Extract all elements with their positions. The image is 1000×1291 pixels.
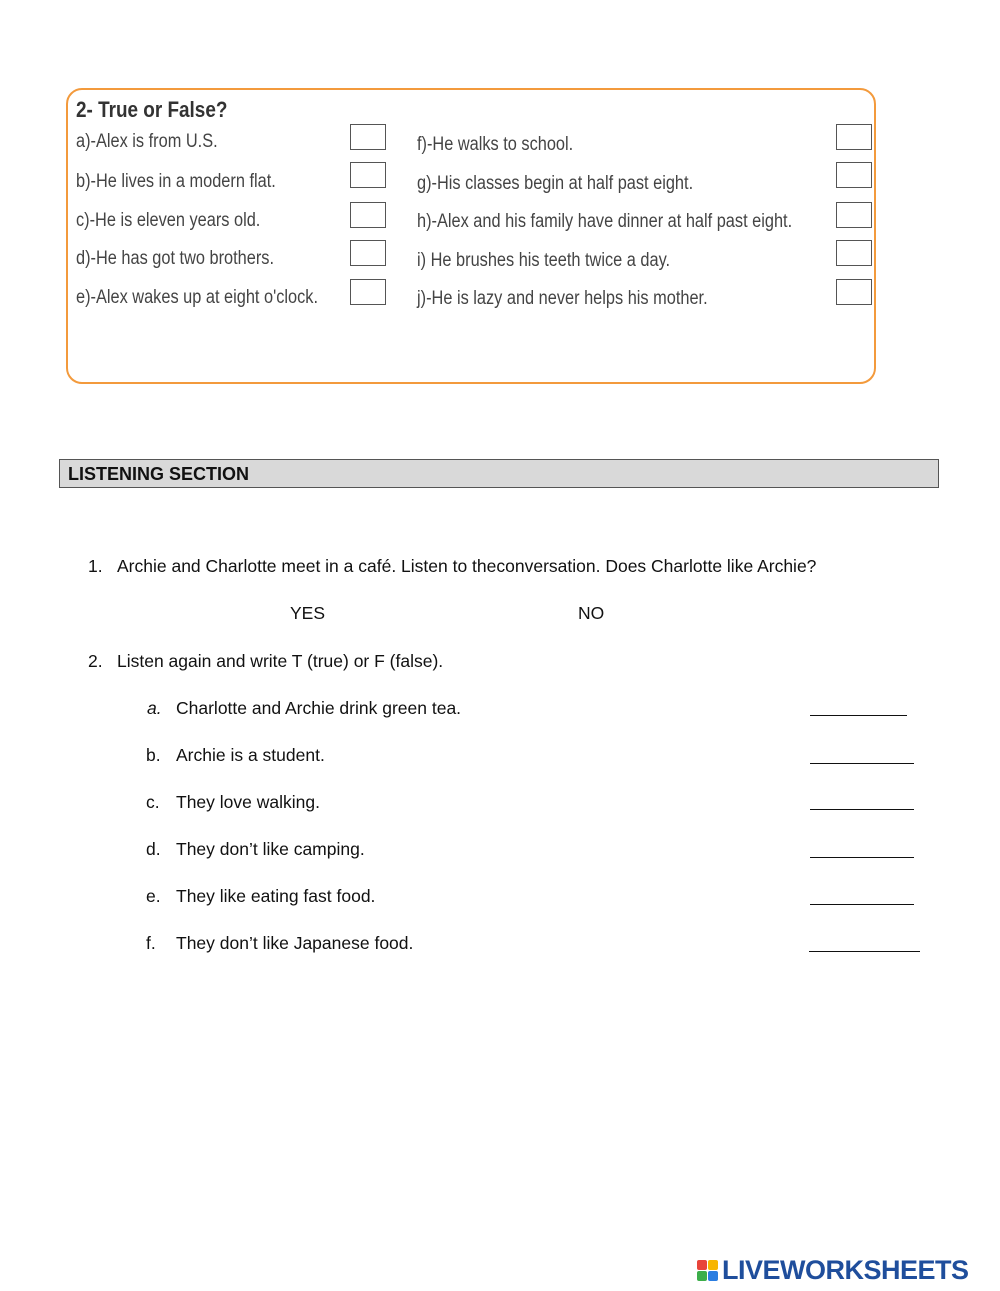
q2-item-letter: b.	[146, 745, 161, 765]
q2-text: Listen again and write T (true) or F (false).	[117, 651, 444, 671]
logo-square-red	[697, 1260, 707, 1270]
checkbox-d[interactable]	[350, 240, 386, 266]
tf-item-i: i) He brushes his teeth twice a day.	[417, 250, 671, 271]
listening-section-header	[59, 459, 939, 488]
no-option[interactable]: NO	[578, 603, 605, 623]
q2-item-letter: a.	[147, 698, 162, 718]
checkbox-a[interactable]	[350, 124, 386, 150]
q2-item-text: Archie is a student.	[176, 745, 325, 765]
q1-text: Archie and Charlotte meet in a café. Listen to theconversation. Does Charlotte like Archie?	[117, 556, 817, 576]
tf-item-e: e)-Alex wakes up at eight o'clock.	[76, 287, 318, 308]
q2-item-text: They love walking.	[176, 792, 320, 812]
q2-item-letter: c.	[146, 792, 160, 812]
tf-item-d: d)-He has got two brothers.	[76, 248, 274, 269]
checkbox-i[interactable]	[836, 240, 872, 266]
logo-square-green	[697, 1271, 707, 1281]
answer-blank[interactable]	[810, 857, 914, 858]
tf-item-b: b)-He lives in a modern flat.	[76, 171, 276, 192]
q2-item-letter: f.	[146, 933, 156, 953]
answer-blank[interactable]	[810, 809, 914, 810]
yes-option[interactable]: YES	[290, 603, 326, 623]
logo-text: LIVEWORKSHEETS	[722, 1254, 969, 1285]
q2-item-letter: e.	[146, 886, 161, 906]
q2-item-text: They don’t like camping.	[176, 839, 365, 859]
q2-item-text: Charlotte and Archie drink green tea.	[176, 698, 462, 718]
tf-item-a: a)-Alex is from U.S.	[76, 131, 218, 152]
logo-square-blue	[708, 1271, 718, 1281]
q2-item-text: They like eating fast food.	[176, 886, 376, 906]
checkbox-c[interactable]	[350, 202, 386, 228]
tf-item-g: g)-His classes begin at half past eight.	[417, 173, 694, 194]
checkbox-f[interactable]	[836, 124, 872, 150]
answer-blank[interactable]	[810, 715, 907, 716]
checkbox-j[interactable]	[836, 279, 872, 305]
tf-item-j: j)-He is lazy and never helps his mother.	[417, 288, 708, 309]
tf-item-f: f)-He walks to school.	[417, 134, 574, 155]
checkbox-b[interactable]	[350, 162, 386, 188]
liveworksheets-logo	[697, 1255, 969, 1285]
tf-item-h: h)-Alex and his family have dinner at half past eight.	[417, 211, 793, 232]
liveworksheets-logo-icon	[697, 1260, 718, 1281]
tf-item-c: c)-He is eleven years old.	[76, 210, 261, 231]
q2-item-text: They don’t like Japanese food.	[176, 933, 414, 953]
checkbox-e[interactable]	[350, 279, 386, 305]
q1-number: 1.	[88, 556, 103, 576]
answer-blank[interactable]	[809, 951, 920, 952]
q2-number: 2.	[88, 651, 103, 671]
q2-item-letter: d.	[146, 839, 161, 859]
section-title: LISTENING SECTION	[68, 464, 250, 484]
checkbox-g[interactable]	[836, 162, 872, 188]
tf-title: 2- True or False?	[76, 97, 228, 122]
answer-blank[interactable]	[810, 763, 914, 764]
answer-blank[interactable]	[810, 904, 914, 905]
logo-square-yellow	[708, 1260, 718, 1270]
checkbox-h[interactable]	[836, 202, 872, 228]
